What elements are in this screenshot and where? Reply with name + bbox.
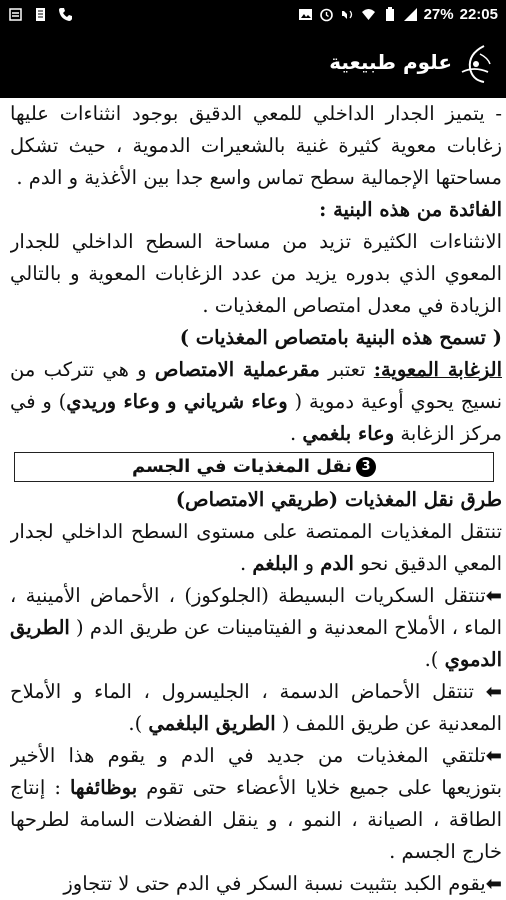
- emphasis: البلغم: [252, 552, 299, 575]
- app-logo-icon[interactable]: [454, 42, 498, 88]
- arrow-left-icon: ⬅: [485, 680, 502, 703]
- text: ).: [128, 712, 149, 735]
- section-title: نقل المغذيات في الجسم: [131, 456, 353, 477]
- paragraph: [10, 580, 502, 676]
- emphasis: الطريق الدموي: [10, 616, 502, 671]
- text: تنتقل المغذيات الممتصة على مستوى السطح الداخلي لجدار المعي الدقيق نحو: [10, 520, 502, 575]
- arrow-left-icon: ⬅: [485, 872, 502, 895]
- wifi-icon: [361, 7, 376, 22]
- image-icon: [298, 7, 313, 22]
- text: تعتبر: [319, 358, 374, 381]
- emphasis: وعاء بلغمي: [302, 422, 395, 445]
- subheading: الفائدة من هذه البنية :: [319, 198, 502, 221]
- paragraph: [10, 740, 502, 868]
- note: ( تسمح هذه البنية بامتصاص المغذيات ): [179, 326, 502, 349]
- paragraph: [10, 354, 502, 450]
- paragraph: - يتميز الجدار الداخلي للمعي الدقيق بوجود انثناءات عليها زغابات معوية كثيرة غنية بالشعيرات الدموية ، حيث تشكل مساحتها الإجمالية سطح تماس واسع جدا بين الأغذية و الدم .: [10, 102, 502, 189]
- paragraph: الانثناءات الكثيرة تزيد من مساحة السطح الداخلي للجدار المعوي الذي بدوره يزيد من عدد الزغابات المعوية و بالتالي الزيادة في معدل امتصاص المغذيات .: [10, 230, 502, 317]
- article-content: [10, 98, 502, 900]
- emphasis: الدم: [320, 552, 354, 575]
- text: .: [290, 422, 303, 445]
- paragraph: [10, 676, 502, 740]
- paragraph: [10, 868, 502, 900]
- subheading: طرق نقل المغذيات (طريقي الامتصاص): [175, 488, 502, 511]
- arrow-left-icon: ⬅: [485, 744, 502, 767]
- text: و: [298, 552, 321, 575]
- text: : إنتاج الطاقة ، الصيانة ، النمو ، و ينقل الفضلات السامة لطرحها خارج الجسم .: [10, 776, 502, 863]
- section-heading: [14, 452, 494, 482]
- text: .: [239, 552, 253, 575]
- status-bar: [0, 0, 506, 32]
- page-title: علوم طبيعية: [329, 50, 452, 74]
- app-header: [0, 32, 506, 98]
- text: يقوم الكبد بتثبيت نسبة السكر في الدم حتى لا تتجاوز: [63, 872, 486, 895]
- text: ).: [424, 648, 445, 671]
- alarm-icon: [319, 7, 334, 22]
- term-villus: الزغابة المعوية:: [373, 358, 502, 381]
- section-number-badge: 3: [356, 457, 376, 477]
- paragraph: [10, 516, 502, 580]
- emphasis: الطريق البلغمي: [148, 712, 276, 735]
- notification-icon: [33, 7, 48, 22]
- lte-icon: [382, 7, 397, 22]
- ring-icon: [340, 7, 355, 22]
- emphasis: مقرعملية الامتصاص: [154, 358, 320, 381]
- phone-icon: [58, 7, 73, 22]
- arrow-left-icon: ⬅: [485, 584, 502, 607]
- text: تلتقي المغذيات من جديد في الدم و يقوم هذا الأخير بتوزيعها على جميع خلايا الأعضاء حتى تقوم: [10, 744, 502, 799]
- clock: 22:05: [459, 6, 498, 23]
- signal-icon: [403, 7, 418, 22]
- notification-icon: [8, 7, 23, 22]
- text: تنتقل السكريات البسيطة (الجلوكوز) ، الأحماض الأمينية ، الماء ، الأملاح المعدنية و الفيتامينات عن طريق الدم (: [10, 584, 502, 639]
- notification-icons: [8, 7, 73, 22]
- text: و هي تتركب من نسيج يحوي أوعية دموية (: [10, 358, 502, 413]
- text: تنتقل الأحماض الدسمة ، الجليسرول ، الماء و الأملاح المعدنية عن طريق اللمف (: [10, 680, 502, 735]
- battery-level: 27%: [423, 6, 454, 23]
- status-indicators: [298, 6, 498, 23]
- text: ) و في مركز الزغابة: [10, 390, 502, 445]
- emphasis: وعاء شرياني و وعاء وريدي: [66, 390, 288, 413]
- emphasis: بوظائفها: [69, 776, 138, 799]
